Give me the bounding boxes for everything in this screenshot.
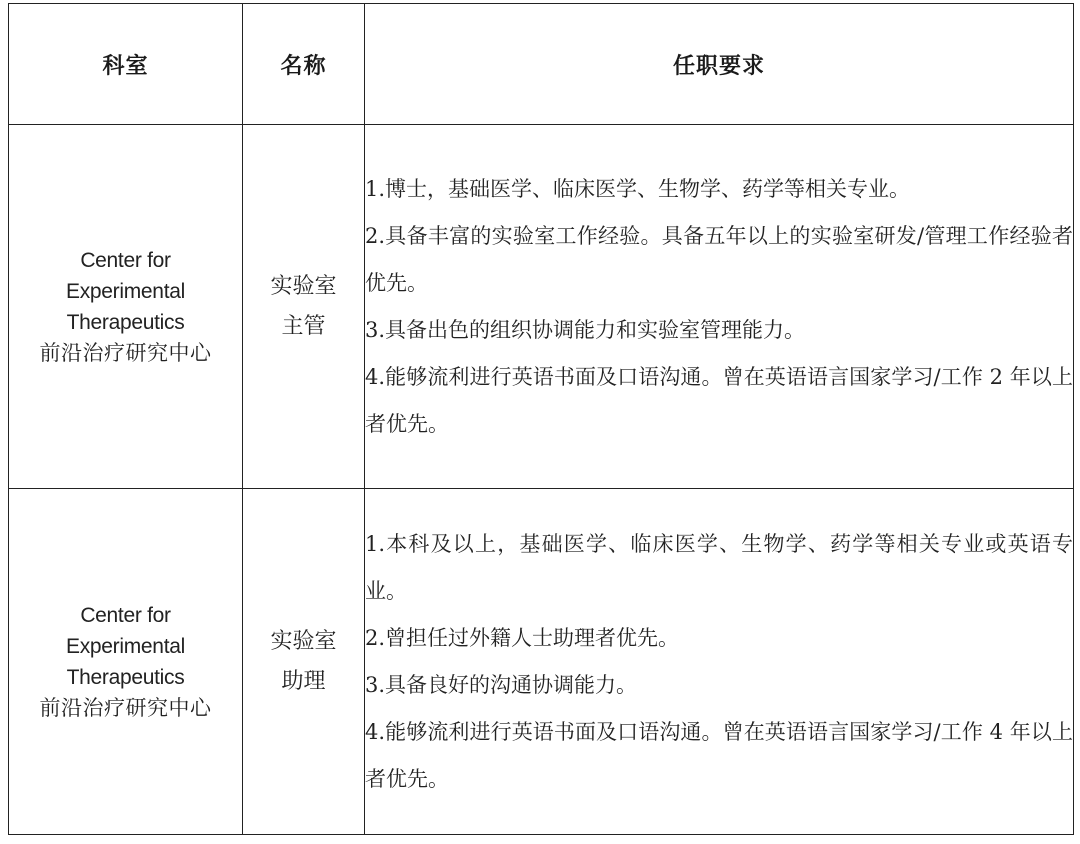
department-name-en-line: Therapeutics: [66, 665, 185, 689]
department-name-en-line: Therapeutics: [66, 310, 185, 334]
position-title-line: 主管: [281, 313, 326, 339]
position-title-line: 助理: [281, 668, 326, 694]
department-name-en-line: Experimental: [66, 279, 185, 303]
requirement-item: 2.曾担任过外籍人士助理者优先。: [365, 625, 680, 650]
department-cell: [9, 125, 243, 489]
requirement-item: 4.能够流利进行英语书面及口语沟通。曾在英语语言国家学习/工作 4 年以上者优先。: [365, 719, 1073, 791]
requirements-cell: [365, 125, 1074, 489]
requirement-item: 3.具备出色的组织协调能力和实验室管理能力。: [365, 317, 806, 342]
header-department: 科室: [9, 4, 243, 125]
requirement-item: 3.具备良好的沟通协调能力。: [365, 672, 638, 697]
position-title-cell: [243, 125, 365, 489]
department-name-cn: 前沿治疗研究中心: [39, 695, 212, 720]
table-header-row: [9, 4, 1074, 125]
requirement-item: 1.博士，基础医学、临床医学、生物学、药学等相关专业。: [365, 176, 911, 201]
header-title: 名称: [243, 4, 365, 125]
position-title-cell: [243, 489, 365, 835]
table-row: [9, 489, 1074, 835]
position-title-line: 实验室: [270, 273, 337, 299]
department-name-en-line: Experimental: [66, 634, 185, 658]
job-requirements-table: [8, 3, 1074, 835]
requirement-item: 1.本科及以上，基础医学、临床医学、生物学、药学等相关专业或英语专业。: [365, 531, 1073, 603]
requirements-cell: [365, 489, 1074, 835]
department-name-cn: 前沿治疗研究中心: [39, 340, 212, 365]
requirement-item: 2.具备丰富的实验室工作经验。具备五年以上的实验室研发/管理工作经验者优先。: [365, 223, 1073, 295]
department-name-en-line: Center for: [80, 603, 171, 627]
department-name-en-line: Center for: [80, 248, 171, 272]
requirement-item: 4.能够流利进行英语书面及口语沟通。曾在英语语言国家学习/工作 2 年以上者优先。: [365, 364, 1073, 436]
header-requirements: 任职要求: [365, 4, 1074, 125]
table-row: [9, 125, 1074, 489]
position-title-line: 实验室: [270, 628, 337, 654]
department-cell: [9, 489, 243, 835]
